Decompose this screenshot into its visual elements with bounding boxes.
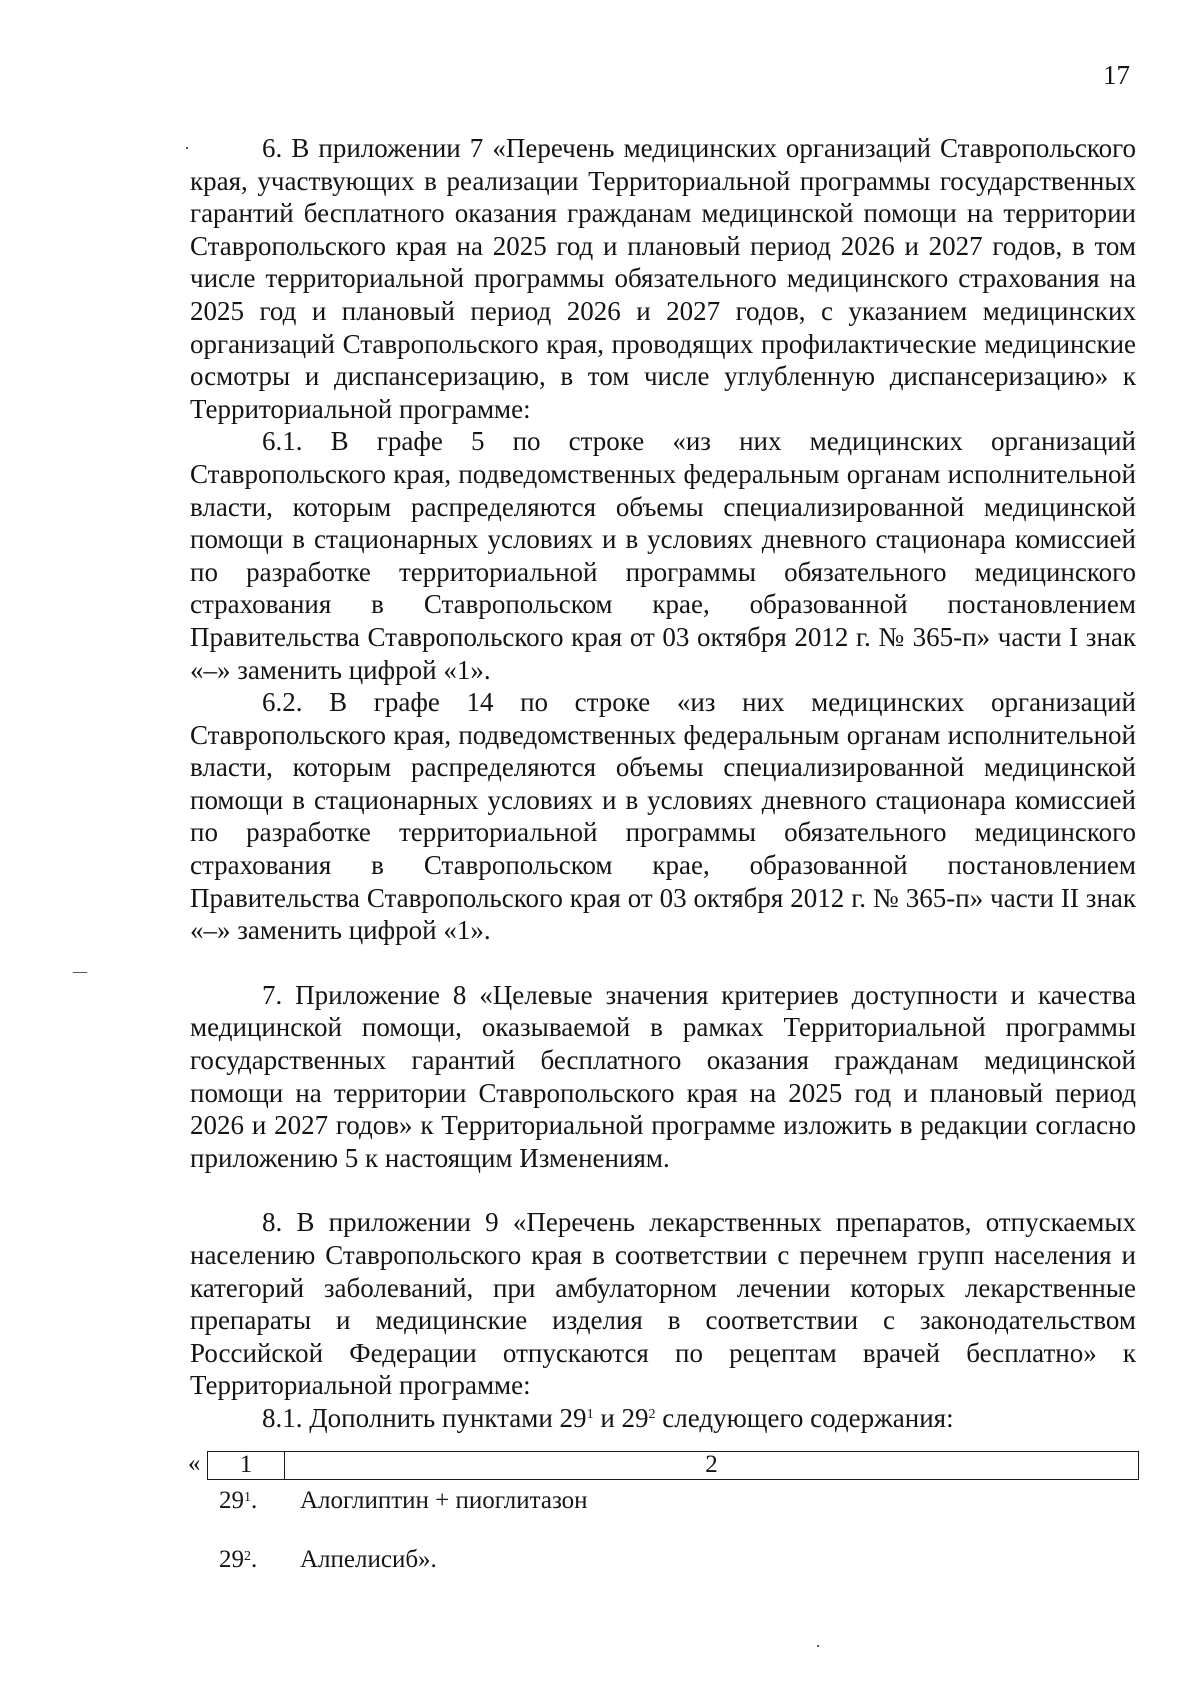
superscript: 1 bbox=[586, 1406, 594, 1422]
scan-speck bbox=[73, 972, 87, 973]
scan-speck bbox=[817, 1645, 819, 1647]
scan-speck bbox=[186, 147, 188, 149]
paragraph-6-1: 6.1. В графе 5 по строке «из них медицинских организаций Ставропольского края, подведомственных федеральным органам исполнительной власти, которым распределяются объемы специализированной медицинской помощи в стационарных условиях и в условиях дневного стационара комиссией по разработке территориальной программы обязательного медицинского страхования в Ставропольском крае, образованной постановлением Правительства Ставропольского края от 03 октября 2012 г. № 365-п» части I знак «–» заменить цифрой «1». bbox=[190, 426, 1136, 685]
superscript: 2 bbox=[244, 1548, 251, 1564]
paragraph-8-1-suffix: следующего содержания: bbox=[655, 1402, 954, 1433]
drug-name: Алпелисиб». bbox=[300, 1545, 437, 1573]
paragraph-8-1 bbox=[190, 1402, 1136, 1435]
paragraph-gap bbox=[190, 947, 1136, 979]
drug-name: Алоглиптин + пиоглитазон bbox=[300, 1486, 588, 1514]
paragraph-8: 8. В приложении 9 «Перечень лекарственных препаратов, отпускаемых населению Ставропольского края в соответствии с перечнем групп населения и категорий заболеваний, при амбулаторном лечении которых лекарственные препараты и медицинские изделия в соответствии с законодательством Российской Федерации отпускаются по рецептам врачей бесплатно» к Территориальной программе: bbox=[190, 1207, 1136, 1401]
paragraph-gap bbox=[190, 1174, 1136, 1206]
row-number-dot: . bbox=[251, 1486, 258, 1514]
page-number: 17 bbox=[1103, 60, 1130, 90]
row-number bbox=[219, 1486, 257, 1516]
table-header bbox=[207, 1451, 1139, 1480]
paragraph-6-2: 6.2. В графе 14 по строке «из них медицинских организаций Ставропольского края, подведомственных федеральным органам исполнительной власти, которым распределяются объемы специализированной медицинской помощи в стационарных условиях и в условиях дневного стационара комиссией по разработке территориальной программы обязательного медицинского страхования в Ставропольском крае, образованной постановлением Правительства Ставропольского края от 03 октября 2012 г. № 365-п» части II знак «–» заменить цифрой «1». bbox=[190, 687, 1136, 946]
row-number-base: 29 bbox=[219, 1545, 244, 1573]
paragraph-8-1-prefix: 8.1. Дополнить пунктами 29 bbox=[262, 1402, 587, 1433]
row-number bbox=[219, 1545, 257, 1575]
paragraph-6: 6. В приложении 7 «Перечень медицинских организаций Ставропольского края, участвующих в реализации Территориальной программы государственных гарантий бесплатного оказания гражданам медицинской помощи на территории Ставропольского края на 2025 год и плановый период 2026 и 2027 годов, в том числе территориальной программы обязательного медицинского страхования на 2025 год и плановый период 2026 и 2027 годов, с указанием медицинских организаций Ставропольского края, проводящих профилактические медицинские осмотры и диспансеризацию, в том числе углубленную диспансеризацию» к Территориальной программе: bbox=[190, 133, 1136, 424]
paragraph-8-1-mid: и 29 bbox=[593, 1402, 649, 1433]
row-number-base: 29 bbox=[219, 1486, 244, 1514]
drug-list-table bbox=[190, 1449, 1136, 1589]
opening-quote: « bbox=[188, 1449, 201, 1477]
paragraph-7: 7. Приложение 8 «Целевые значения критериев доступности и качества медицинской помощи, оказываемой в рамках Территориальной программы государственных гарантий бесплатного оказания гражданам медицинской помощи на территории Ставропольского края на 2025 год и плановый период 2026 и 2027 годов» к Территориальной программе изложить в редакции согласно приложению 5 к настоящим Изменениям. bbox=[190, 979, 1136, 1173]
table-header-col-1: 1 bbox=[239, 1450, 253, 1478]
document-body bbox=[190, 132, 1136, 1589]
superscript: 2 bbox=[648, 1406, 656, 1422]
row-number-dot: . bbox=[251, 1545, 258, 1573]
superscript: 1 bbox=[244, 1489, 251, 1505]
table-header-col-2: 2 bbox=[705, 1450, 718, 1478]
